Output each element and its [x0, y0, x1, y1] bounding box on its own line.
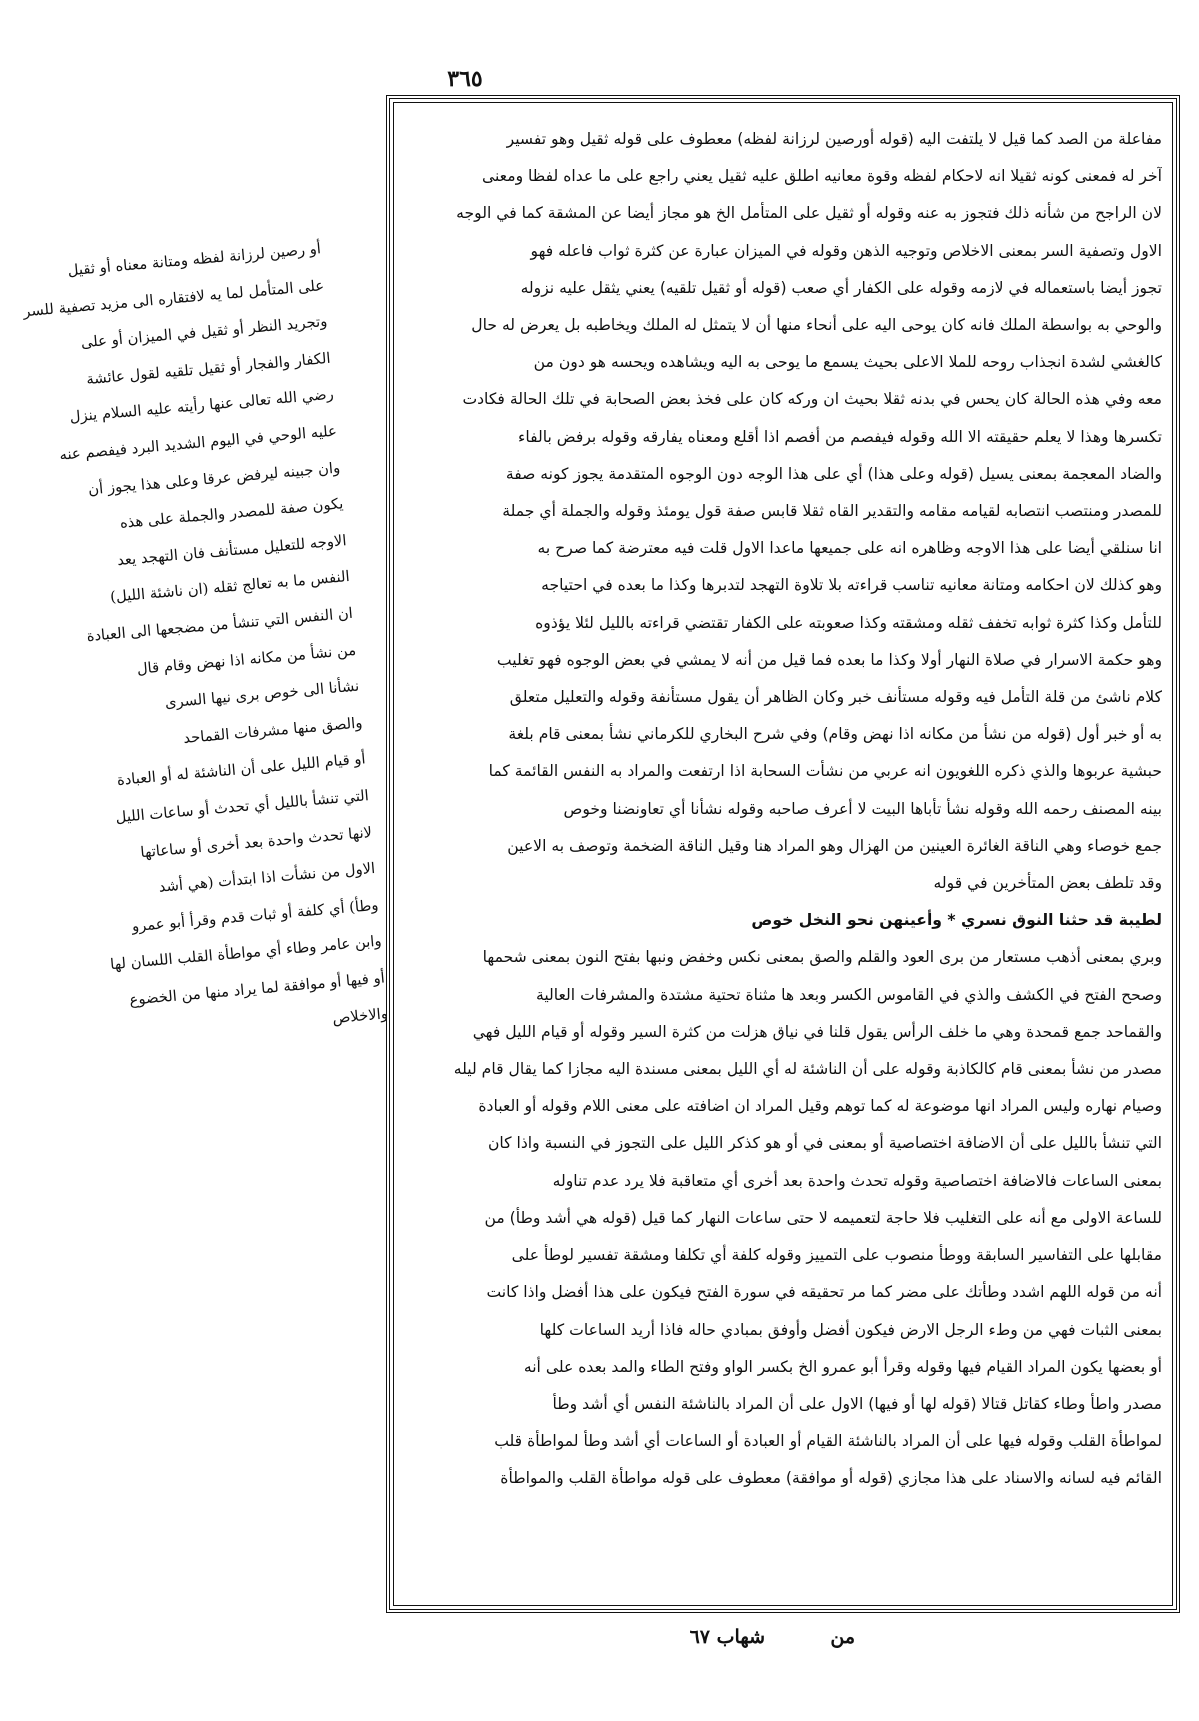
main-text-line: والضاد المعجمة بمعنى يسيل (قوله وعلى هذا) أي على هذا الوجه دون الوجوه المتقدمة يجوز كونه صفة — [505, 464, 1162, 483]
main-text-line: والوحي به بواسطة الملك فانه كان يوحى اليه على أنحاء منها أن لا يتمثل له الملك ويخاطبه بل يعرض له حال — [471, 316, 1162, 335]
margin-note — [0, 231, 407, 1266]
main-text-line: مقابلها على التفاسير السابقة ووطأ منصوب على التمييز وقوله كلفة أي تكلفا ومشقة تفسير لوطأ على — [511, 1246, 1162, 1265]
margin-text-line: ان النفس التي تنشأ من مضجعها الى العبادة — [85, 604, 354, 646]
main-text-line: بمعنى الثبات فهي من وطء الرجل الارض فيكون أفضل وأوفق بمبادي حاله فاذا أريد الساعات كلها — [539, 1320, 1162, 1339]
main-text-line: للمصدر ومنتصب انتصابه لقيامه مقامه والتقدير القاه ثقلا قابس صفة قول يومئذ وقوله والجملة أي جملة — [502, 502, 1162, 521]
main-text-line: جمع خوصاء وهي الناقة الغائرة العينين من الهزال وهو المراد هنا وقيل الناقة الضخمة وتوصف به الاعين — [507, 836, 1162, 855]
main-text-line: والقماحد جمع قمحدة وهي ما خلف الرأس يقول قلنا في نياق هزلت من كثرة السير وقوله أو قيام الليل فهي — [472, 1022, 1162, 1041]
main-text-line: أنه من قوله اللهم اشدد وطأتك على مضر كما مر تحقيقه في سورة الفتح فيكون على هذا أفضل واذا كانت — [486, 1283, 1162, 1302]
margin-text-line: والاخلاص — [331, 1005, 389, 1028]
main-text-line: تجوز أيضا باستعماله في لازمه وقوله على الكفار أي صعب (قوله أو ثقيل تلقيه) يعني يثقل عليه نزوله — [520, 278, 1162, 297]
main-text-line: آخر له فمعنى كونه ثقيلا انه لاحكام لفظه وقوة معانيه اطلق عليه ثقيل يعني راجع على ما عداه لفظا ومعنى — [481, 167, 1162, 186]
main-text-line: مصدر واطأ وطاء كقاتل قتالا (قوله لها أو فيها) الاول على أن المراد بالناشئة النفس أي أشد وطأ — [552, 1394, 1162, 1413]
verse-line: لطيبة قد حثنا النوق نسري * وأعينهن نحو النخل خوص — [751, 911, 1162, 930]
main-text-line: كلام ناشئ من قلة التأمل فيه وقوله مستأنف خبر وكان الظاهر أن يقول مستأنفة وقوله والتعليل متعلق — [509, 688, 1162, 707]
margin-text-line: عليه الوحي في اليوم الشديد البرد فيفصم عنه — [58, 422, 338, 464]
footer-catchword: شهاب — [716, 1626, 765, 1648]
margin-text-line: الاول من نشأت اذا ابتدأت (هي أشد — [158, 859, 376, 896]
main-text-line: أو بعضها يكون المراد القيام فيها وقوله وقرأ أبو عمرو الخ بكسر الواو وفتح الطاء والمد بعده على أنه — [523, 1357, 1162, 1376]
main-text-line: الاول وتصفية السر بمعنى الاخلاص وتوجيه الذهن وقوله في الميزان عبارة عن كثرة ثواب فاعله فهو — [530, 241, 1162, 260]
main-text-line: وصيام نهاره وليس المراد انها موضوعة له كما توهم وقيل المراد ان اضافته على معنى اللام وقوله أو العبادة — [478, 1097, 1162, 1116]
main-text-line: حبشية عربوها والذي ذكره اللغويون انه عربي من نشأت السحابة اذا ارتفعت والمراد به النفس القائمة كما — [488, 762, 1162, 781]
margin-text-line: يكون صفة للمصدر والجملة على هذه — [119, 495, 344, 532]
main-text-line: القائم فيه لسانه والاسناد على هذا مجازي (قوله أو موافقة) معطوف على قوله مواطأة القلب والمواطأة — [500, 1469, 1162, 1488]
margin-text-line: رضي الله تعالى عنها رأيته عليه السلام ينزل — [69, 386, 335, 427]
main-text-line: معه وفي هذه الحالة كان يحس في بدنه ثقلا بحيث ان وركه كان على فخذ بعض الصحابة في تلك الحالة فكادت — [462, 390, 1162, 409]
main-text-line: لمواطأة القلب وقوله فيها على أن المراد بالناشئة القيام أو العبادة أو الساعات أي أشد وطأ لمواطأة قلب — [494, 1432, 1162, 1451]
margin-text-line: أو فيها أو موافقة لما يراد منها من الخضوع — [128, 969, 386, 1009]
margin-text-line: الاوجه للتعليل مستأنف فان التهجد يعد — [116, 531, 348, 569]
margin-text-line: نشأنا الى خوص برى نيها السرى — [164, 677, 360, 712]
margin-text-line: أو قيام الليل على أن الناشئة له أو العبادة — [116, 750, 367, 790]
page-footer — [560, 1626, 860, 1662]
margin-text-line: وابن عامر وطاء أي مواطأة القلب اللسان لها — [109, 932, 383, 974]
margin-text-line: التي تنشأ بالليل أي تحدث أو ساعات الليل — [114, 787, 370, 827]
footer-catchword-2: من — [830, 1626, 855, 1648]
page-number: ٣٦٥ — [447, 66, 483, 92]
main-text-line: بينه المصنف رحمه الله وقوله نشأ تأباها البيت لا أعرف صاحبه وقوله نشأنا أي تعاونضنا وخوص — [563, 799, 1162, 818]
main-text-line: كالغشي لشدة انجذاب روحه للملا الاعلى بحيث يسمع ما يوحى به اليه ويشاهده ويحسه هو دون من — [533, 353, 1162, 372]
margin-text-line: النفس ما به تعالج ثقله (ان ناشئة الليل) — [109, 568, 351, 607]
main-text-line: وصحح الفتح في الكشف والذي في القاموس الكسر وبعد ها مثناة تحتية مشتدة والمشرفات العالية — [535, 985, 1162, 1004]
main-text-line: مفاعلة من الصد كما قيل لا يلتفت اليه (قوله أورصين لرزانة لفظه) معطوف على قوله ثقيل وهو تفسير — [506, 130, 1162, 148]
main-text-line: وهو كذلك لان احكامه ومتانة معانيه تناسب قراءته بلا تلاوة التهجد لتدبرها وكذا ما بعده في احتياجه — [541, 576, 1162, 595]
main-text-line: للتأمل وكذا كثرة ثوابه تخفف ثقله ومشقته وكذا صعوبته على الكفار تقتضي قراءته بالليل لئلا يؤذوه — [535, 613, 1162, 632]
margin-commentary-text — [0, 231, 390, 1062]
main-text-line: بمعنى الساعات فالاضافة اختصاصية وقوله تحدث واحدة بعد أخرى أي متعاقبة فلا يرد عدم تناوله — [552, 1171, 1162, 1190]
main-text-line: التي تنشأ بالليل على أن الاضافة اختصاصية أو بمعنى في أو هو كذكر الليل على التجوز في النسبة واذا كان — [487, 1134, 1162, 1153]
main-text-frame — [386, 95, 1180, 1613]
margin-text-line: أو رصين لرزانة لفظه ومتانة معناه أو ثقيل — [67, 240, 322, 280]
margin-text-line: لانها تحدث واحدة بعد أخرى أو ساعاتها — [139, 823, 373, 861]
main-text-line: وهو حكمة الاسرار في صلاة النهار أولا وكذا ما بعده فما قيل من أنه لا يمشي في بعض الوجوه فهو تغليب — [496, 650, 1162, 669]
margin-text-line: الكفار والفجار أو ثقيل تلقيه لقول عائشة — [85, 349, 332, 388]
margin-text-line: وتجريد النظر أو ثقيل في الميزان أو على — [80, 313, 328, 352]
main-text-line: وبري بمعنى أذهب مستعار من برى العود والقلم والصق بمعنى نكس وخفض ونبها بفتح النون بمعنى شحمها — [482, 948, 1162, 967]
main-text-line: وقد تلطف بعض المتأخرين في قوله — [933, 874, 1162, 893]
margin-text-line: وان جبينه ليرفض عرقا وعلى هذا يجوز أن — [87, 458, 341, 498]
main-text-line: مصدر من نشأ بمعنى قام كالكاذبة وقوله على أن الناشئة له أي الليل بمعنى مسندة اليه مجازا كما يقال قام ليله — [453, 1060, 1162, 1079]
main-text-line: انا سنلقي أيضا على هذا الاوجه وظاهره انه على جميعها ماعدا الاول قلت فيه معترضة كما صرح به — [537, 539, 1162, 558]
main-text-line: به أو خبر أول (قوله من نشأ من مكانه اذا نهض وقام) وفي شرح البخاري للكرماني نشأ بمعنى قام بلغة — [508, 725, 1162, 744]
margin-text-line: على المتأمل لما يه لافتقاره الى مزيد تصفية للسر — [22, 276, 325, 320]
main-text-line: تكسرها وهذا لا يعلم حقيقته الا الله وقوله فيفصم من أفصم اذا أقلع ومعناه يفارقه وقوله برفض بالفاء — [518, 427, 1162, 446]
margin-text-line: من نشأ من مكانه اذا نهض وقام قال — [136, 641, 357, 678]
main-commentary-text — [404, 121, 1162, 1498]
main-text-line: لان الراجح من شأنه ذلك فتجوز به عنه وقوله أو ثقيل على المتأمل الخ هو مجاز أيضا عن المشقة كما في الوجه — [456, 204, 1162, 223]
margin-text-line: والصق منها مشرفات القماحد — [182, 714, 364, 747]
margin-text-line: وطأ) أي كلفة أو ثبات قدم وقرأ أبو عمرو — [131, 896, 380, 935]
footer-signature-number: ٦٧ — [689, 1626, 710, 1648]
main-text-line: للساعة الاولى مع أنه على التغليب فلا حاجة لتعميمه لا حتى ساعات النهار كما قيل (قوله هي أشد وطأ) من — [484, 1208, 1162, 1227]
